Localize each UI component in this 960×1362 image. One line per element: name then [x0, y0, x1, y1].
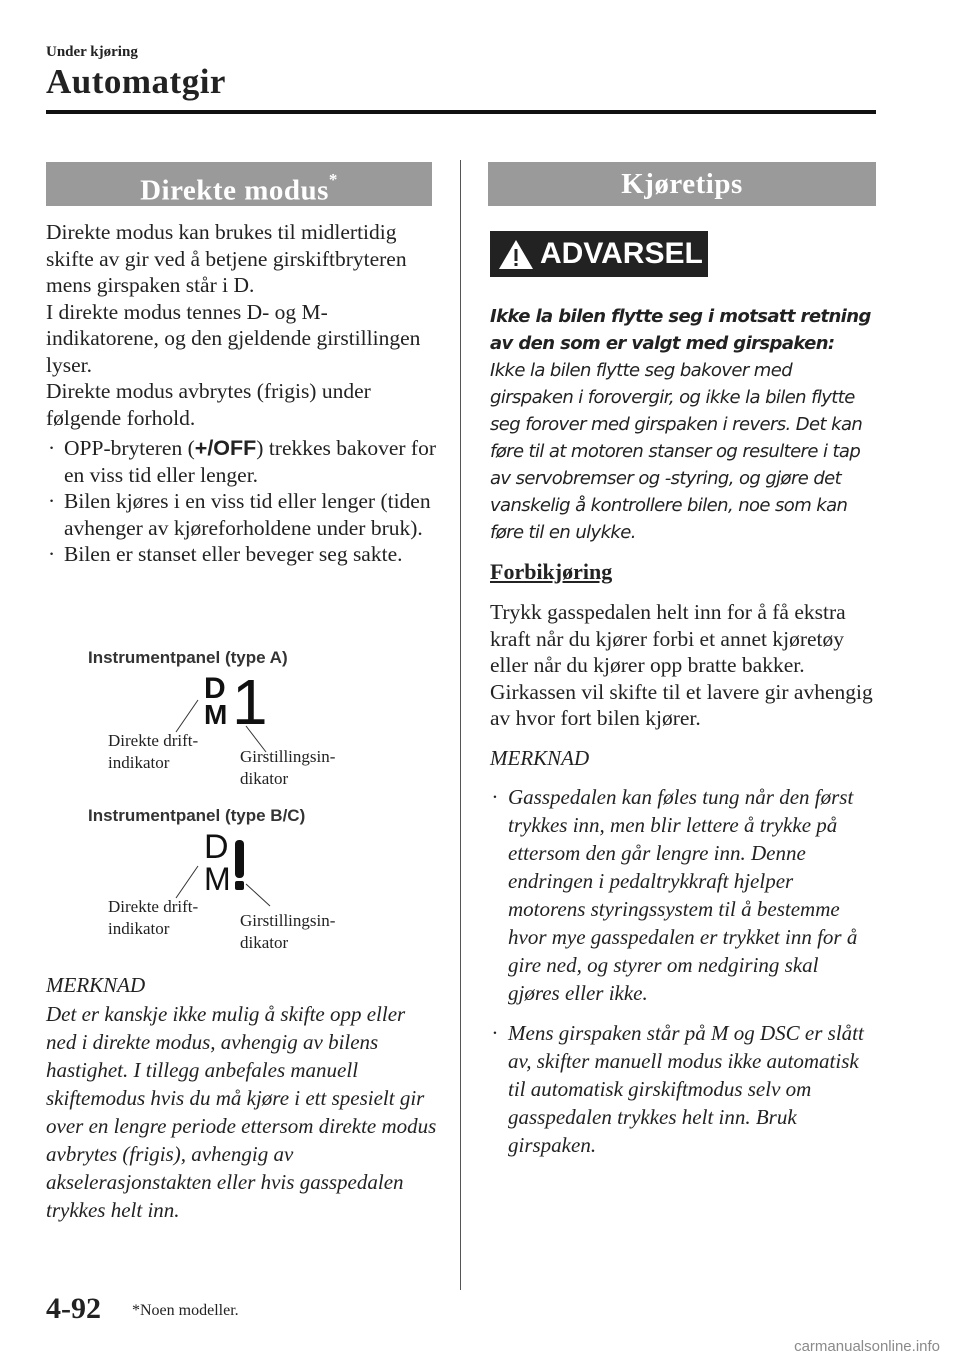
gear-position-indicator-label: Girstillingsin-dikator [240, 911, 336, 952]
leader-line-right [246, 884, 270, 906]
diagram-caption-type-a: Instrumentpanel (type A) [88, 648, 288, 667]
note-list [490, 783, 872, 1159]
warning-triangle-icon [498, 238, 534, 270]
bullet-dot: · [492, 785, 498, 809]
leader-line-left [176, 700, 198, 732]
page-title: Automatgir [46, 62, 226, 101]
banner-title: Kjøretips [621, 168, 743, 200]
paragraph: I direkte modus tennes D- og M-indikatorene, og den gjeldende girstillingen lyser. [46, 299, 421, 377]
direct-m-letter: M [204, 699, 228, 730]
direct-m-letter: M [204, 861, 231, 897]
direct-drive-indicator-label: Direkte drift-indikator [108, 897, 199, 938]
column-divider [460, 160, 461, 1290]
note-text: Det er kanskje ikke mulig å skifte opp eller ned i direkte modus, avhengig av bilens hastighet. I tillegg anbefales manuell skiftemodus hvis du må kjøre i ett spesielt gir over en lengre periode ettersom direkte modus avbrytes (frigis), avhengig av akselerasjonstakten eller hvis gasspedalen trykkes helt inn. [46, 1002, 437, 1222]
subheading-overtaking: Forbikjøring [490, 559, 613, 584]
section-banner-direct-mode [46, 162, 432, 206]
direct-d-letter: D [204, 672, 226, 705]
paragraph: Direkte modus avbrytes (frigis) under følgende forhold. [46, 379, 371, 430]
list-item: · Bilen kjøres i en viss tid eller lenger (tiden avhenger av kjøreforholdene under bruk). [48, 489, 431, 540]
left-intro [46, 219, 436, 568]
warning-body [490, 303, 876, 546]
warning-label: ADVARSEL [540, 237, 703, 270]
bullet-dot: · [48, 542, 56, 566]
direct-d-letter: D [204, 828, 229, 866]
gear-position-digit: 1 [232, 668, 268, 738]
bullet-dot: · [48, 489, 56, 513]
warning-text: Ikke la bilen flytte seg bakover med girspaken i forovergir, og ikke la bilen flytte seg forover med girspaken i revers. Det kan føre til at motoren stanser og resultere i tap av servobremser og -styring, og gjøre det vanskelig å kontrollere bilen, noe som kan føre til en ulykke. [490, 360, 863, 543]
up-switch-symbol: +/OFF [194, 436, 257, 460]
list-item: · Bilen er stanset eller beveger seg sakte. [48, 542, 403, 566]
bullet-dot: · [492, 1021, 498, 1045]
note-title: MERKNAD [46, 973, 146, 997]
warning-badge [490, 231, 708, 277]
direct-drive-indicator-label: Direkte drift-indikator [108, 731, 199, 772]
page-number: 4-92 [46, 1292, 101, 1325]
overtaking-paragraph: Trykk gasspedalen helt inn for å få ekstra kraft når du kjører forbi et annet kjøretøy eller når du kjører opp bratte bakker. Girkassen vil skifte til et lavere gir avhengig av hvor fort bilen kjører. [490, 600, 873, 730]
list-item: · OPP-bryteren (+/OFF) trekkes bakover for en viss tid eller lenger. [48, 436, 436, 487]
watermark: carmanualsonline.info [794, 1338, 940, 1355]
diagram-caption-type-bc: Instrumentpanel (type B/C) [88, 806, 306, 825]
list-item: · Mens girspaken står på M og DSC er slått av, skifter manuell modus ikke automatisk til automatisk girskiftmodus selv om gasspedalen trykkes helt inn. Bruk girspaken. [492, 1021, 864, 1157]
warning-headline: Ikke la bilen flytte seg i motsatt retning av den som er valgt med girspaken: [490, 306, 871, 354]
note-title: MERKNAD [490, 746, 590, 770]
condition-list [46, 435, 436, 568]
bullet-dot: · [48, 436, 56, 460]
leader-line-left [176, 866, 198, 898]
paragraph: Direkte modus kan brukes til midlertidig skifte av gir ved å betjene girskiftbryteren mens girspaken står i D. [46, 220, 407, 297]
section-banner-driving-tips [488, 162, 876, 206]
header-rule [46, 110, 876, 114]
list-item: · Gasspedalen kan føles tung når den først trykkes inn, men blir lettere å trykke på ettersom den går lengre inn. Denne endringen i pedaltrykkraft hjelper motorens styringssystem til å bestemme hvor mye gasspedalen er trykket inn for å gire ned, og styrer om nedgiring skal gjøres eller ikke. [492, 785, 858, 1005]
section-label: Under kjøring [46, 44, 138, 60]
footnote: *Noen modeller. [132, 1302, 239, 1319]
banner-title: Direkte modus [140, 174, 329, 207]
gear-position-dot [235, 881, 244, 890]
footnote-mark: * [328, 170, 338, 189]
gear-position-bar [235, 840, 244, 878]
gear-position-indicator-label: Girstillingsin-dikator [240, 747, 336, 788]
